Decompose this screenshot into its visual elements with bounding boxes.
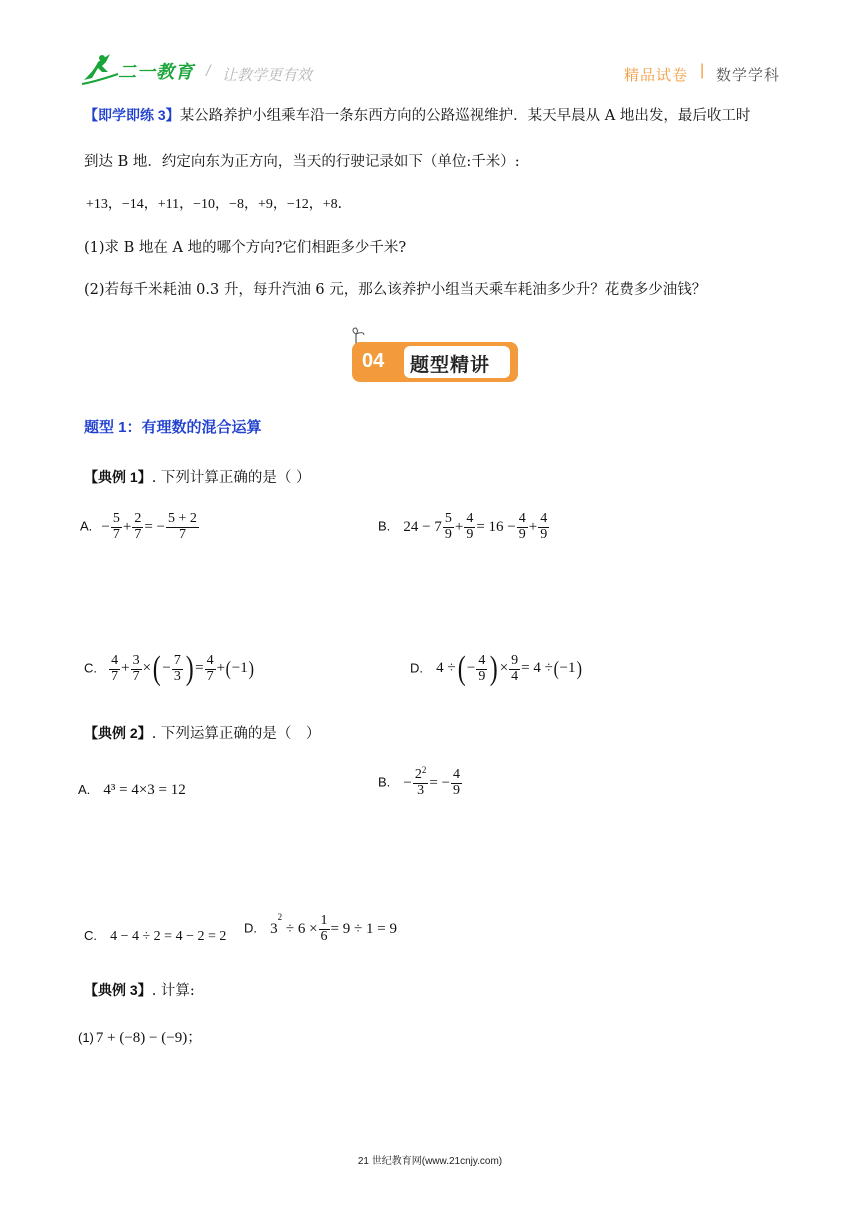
exercise3-label: 【即学即练 3】 (84, 107, 180, 123)
example2-label: 【典例 2】 (84, 725, 152, 741)
option-c-expression: $\frac{4}{7}$ + $\frac{3}{7}$ ×( − $\frac{7}{3}$ ) = $\frac{4}{7}$ +(−1) (111, 650, 254, 687)
example1-option-d (410, 652, 582, 686)
slogan-divider: / (206, 63, 211, 80)
ex2-option-a-expression: 4³ = 4×3 = 12 (103, 782, 186, 798)
header-tag-left: 精品试卷 (624, 67, 689, 84)
header-tag-right: 数学学科 (716, 67, 781, 84)
exercise3-question2: (2)若每千米耗油 0.3 升，每升汽油 6 元，那么该养护小组当天乘车耗油多少升？花费多少油钱？ (84, 282, 707, 298)
logo-text: 二一教育 (118, 62, 194, 82)
ex3-q1-number: (1) (78, 1030, 94, 1045)
exercise3-records: +13，−14，+11，−10，−8，+9，−12，+8． (86, 197, 352, 212)
example1-option-a (80, 512, 200, 542)
exercise3-line2: 到达 B 地．约定向东为正方向，当天的行驶记录如下（单位:千米）: (84, 154, 520, 170)
runner-logo-icon (80, 52, 120, 86)
option-a-expression: − $\frac{5}{7}$ + $\frac{2}{7}$ = − $\frac{5 + 2}{7}$ (101, 511, 197, 542)
header-tag-separator: | (700, 62, 705, 79)
option-d-letter: D. (410, 660, 423, 676)
example2-stem-line (84, 722, 320, 743)
example1-option-b (378, 512, 550, 542)
badge-number: 04 (362, 350, 385, 372)
logo (80, 52, 202, 88)
topic1-title: 题型 1：有理数的混合运算 (84, 419, 262, 436)
option-b-expression: 24 − 7 $\frac{5}{9}$ + $\frac{4}{9}$ = 16 − $\frac{4}{9}$ + $\frac{4}{9}$ (403, 511, 548, 542)
option-b-letter: B. (378, 518, 391, 534)
example1-stem-line (84, 466, 311, 487)
ex2-option-d-letter: D. (244, 920, 257, 936)
example1-option-c (84, 652, 254, 686)
badge-title: 题型精讲 (410, 355, 491, 376)
exercise3-text1: 某公路养护小组乘车沿一条东西方向的公路巡视维护．某天早晨从 A 地出发，最后收工时 (179, 108, 751, 124)
option-d-expression: 4 ÷( − $\frac{4}{9}$ ) × $\frac{9}{4}$ = 4 ÷(−1) (436, 650, 582, 687)
example2-option-b (378, 765, 463, 798)
example3-label: 【典例 3】 (84, 982, 152, 998)
ex2-option-c-expression: 4 − 4 ÷ 2 = 4 − 2 = 2 (110, 929, 227, 944)
example1-stem: . 下列计算正确的是（ ） (151, 470, 311, 486)
ex3-q1-expression: 7 + (−8) − (−9) (95, 1030, 188, 1046)
example3-question1 (78, 1026, 202, 1047)
example2-stem: . 下列运算正确的是（ ） (151, 726, 321, 742)
ex2-option-b-expression: − $\frac{2^2}{3}$ = − $\frac{4}{9}$ (403, 765, 461, 798)
example2-option-a (78, 779, 186, 799)
exercise3-question1: (1)求 B 地在 A 地的哪个方向?它们相距多少千米? (84, 240, 407, 256)
example3-stem-line (84, 979, 195, 1000)
ex3-q1-end: ； (187, 1030, 202, 1046)
ex2-option-a-letter: A. (78, 782, 91, 797)
exercise3-line1 (84, 104, 804, 125)
option-c-letter: C. (84, 660, 97, 676)
slogan: 让教学更有效 (222, 67, 313, 84)
ex2-option-d-expression: $3^2 \div 6$ × $\frac{1}{6}$ = 9 ÷ 1 = 9 (270, 912, 397, 944)
footer: 21 世纪教育网(www.21cnjy.com) (357, 1156, 503, 1167)
example2-option-c (84, 925, 226, 945)
header (0, 0, 860, 100)
example3-stem: . 计算: (151, 983, 195, 999)
example1-label: 【典例 1】 (84, 469, 152, 485)
ex2-option-c-letter: C. (84, 928, 97, 943)
option-a-letter: A. (80, 518, 93, 534)
example2-option-d (244, 914, 397, 944)
section-badge (344, 326, 520, 386)
ex2-option-b-letter: B. (378, 774, 391, 790)
